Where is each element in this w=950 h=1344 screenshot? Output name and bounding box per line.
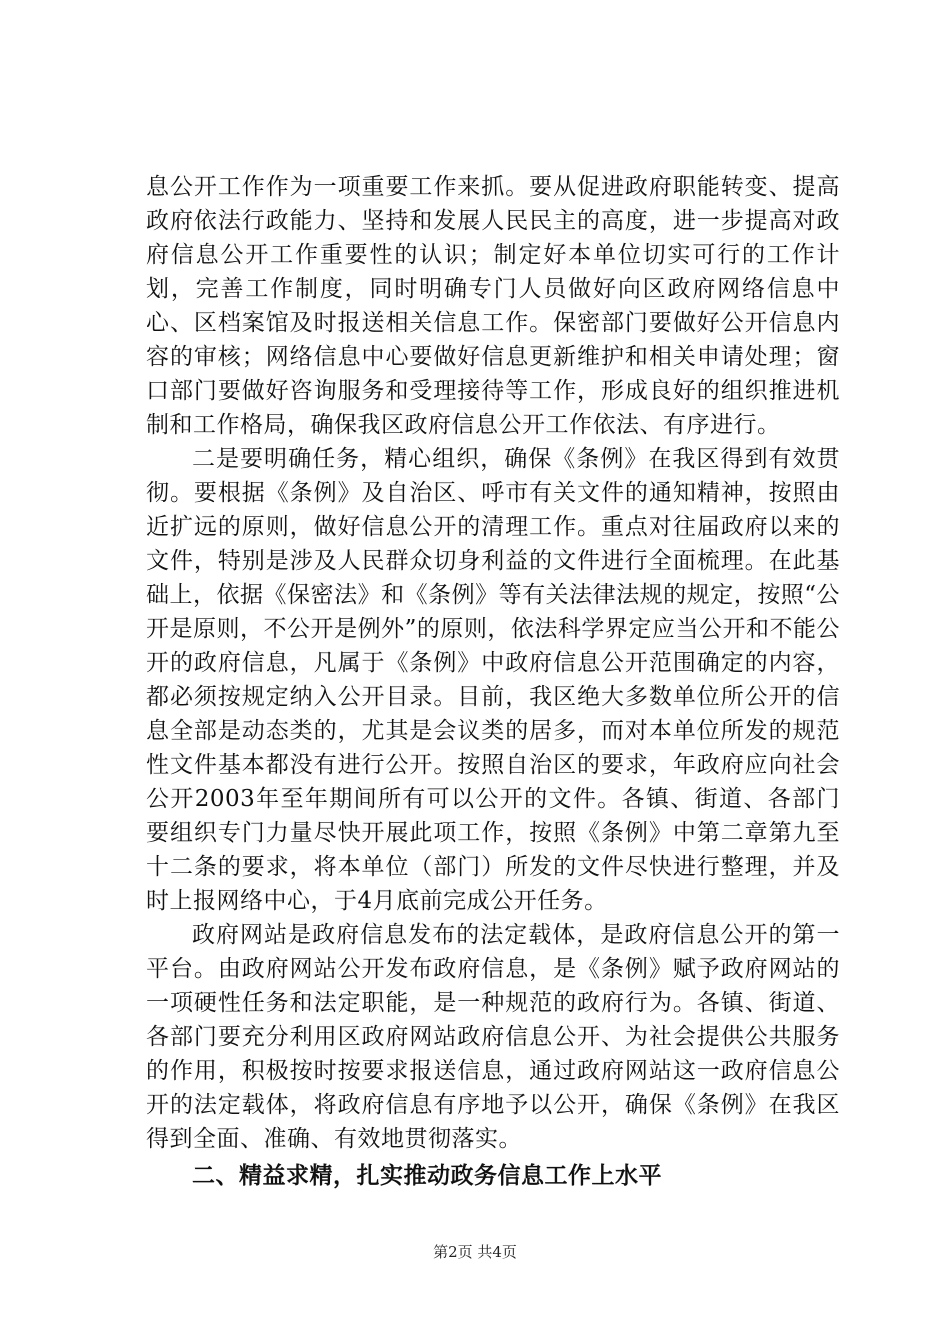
paragraph-continuation: 息公开工作作为一项重要工作来抓。要从促进政府职能转变、提高政府依法行政能力、坚持和发展人民民主的高度，进一步提高对政府信息公开工作重要性的认识；制定好本单位切实可行的工作计划，完善工作制度，同时明确专门人员做好向区政府网络信息中心、区档案馆及时报送相关信息工作。保密部门要做好公开信息内容的审核；网络信息中心要做好信息更新维护和相关申请处理；窗口部门要做好咨询服务和受理接待等工作，形成良好的组织推进机制和工作格局，确保我区政府信息公开工作依法、有序进行。 bbox=[146, 174, 840, 438]
section-heading: 二、精益求精，扎实推动政务信息工作上水平 bbox=[192, 1163, 662, 1189]
paragraph-government-website: 政府网站是政府信息发布的法定载体，是政府信息公开的第一平台。由政府网站公开发布政府信息，是《条例》赋予政府网站的一项硬性任务和法定职能，是一种规范的政府行为。各镇、街道、各部门要充分利用区政府网站政府信息公开、为社会提供公共服务的作用，积极按时按要求报送信息，通过政府网站这一政府信息公开的法定载体，将政府信息有序地予以公开，确保《条例》在我区得到全面、准确、有效地贯彻落实。 bbox=[146, 922, 840, 1152]
paragraph-task-clarification: 二是要明确任务，精心组织，确保《条例》在我区得到有效贯彻。要根据《条例》及自治区、呼市有关文件的通知精神，按照由近扩远的原则，做好信息公开的清理工作。重点对往届政府以来的文件，特别是涉及人民群众切身利益的文件进行全面梳理。在此基础上，依据《保密法》和《条例》等有关法律法规的规定，按照“公开是原则，不公开是例外”的原则，依法科学界定应当公开和不能公开的政府信息，凡属于《条例》中政府信息公开范围确定的内容，都必须按规定纳入公开目录。目前，我区绝大多数单位所公开的信息全部是动态类的，尤其是会议类的居多，而对本单位所发的规范性文件基本都没有进行公开。按照自治区的要求，年政府应向社会公开2003年至年期间所有可以公开的文件。各镇、街道、各部门要组织专门力量尽快开展此项工作，按照《条例》中第二章第九至十二条的要求，将本单位（部门）所发的文件尽快进行整理，并及时上报网络中心，于4月底前完成公开任务。 bbox=[146, 446, 840, 914]
document-body bbox=[146, 170, 840, 1196]
page-footer: 第2页 共4页 bbox=[433, 1243, 517, 1261]
